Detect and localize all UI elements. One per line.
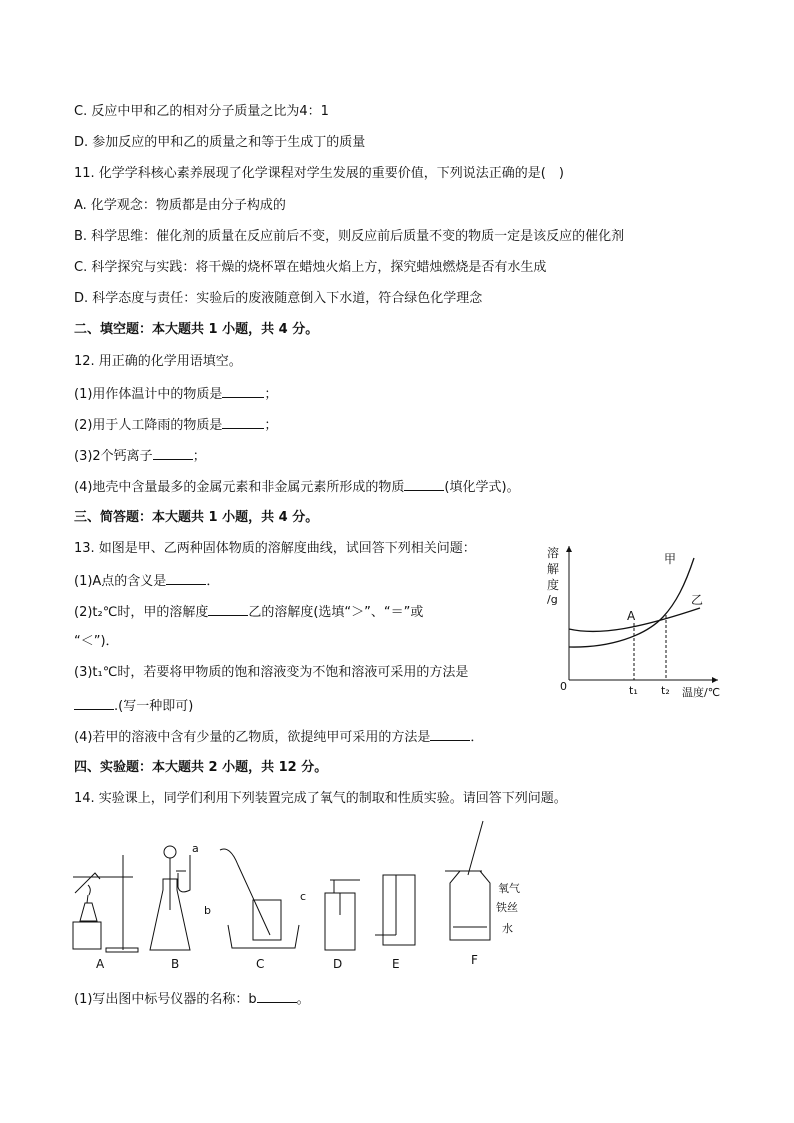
apparatus-e bbox=[375, 875, 415, 971]
answer-blank[interactable] bbox=[222, 384, 264, 398]
q11-option-d: D. 科学态度与责任：实验后的废液随意倒入下水道，符合绿色化学理念 bbox=[74, 291, 483, 306]
apparatus-f bbox=[445, 821, 520, 967]
answer-blank[interactable] bbox=[430, 727, 470, 741]
label-b: B bbox=[171, 957, 180, 971]
q13-part-2 bbox=[74, 602, 423, 622]
q12-part-1 bbox=[74, 384, 277, 404]
q11-option-c: C. 科学探究与实践：将干燥的烧杯罩在蜡烛火焰上方，探究蜡烛燃烧是否有水生成 bbox=[74, 260, 547, 275]
label-c: C bbox=[256, 957, 265, 971]
answer-blank[interactable] bbox=[74, 696, 114, 710]
q12-part-3 bbox=[74, 446, 206, 466]
q13-part-3-end: .(写一种即可) bbox=[114, 699, 194, 714]
y-axis-label-1: 溶 bbox=[547, 546, 560, 560]
apparatus-c bbox=[220, 849, 306, 971]
q10-option-c: C. 反应中甲和乙的相对分子质量之比为4：1 bbox=[74, 104, 329, 119]
q14-part-1-text: (1)写出图中标号仪器的名称：b bbox=[74, 992, 257, 1007]
q14-part-1 bbox=[74, 989, 310, 1009]
solubility-chart bbox=[540, 540, 730, 705]
label-small-a: a bbox=[192, 842, 199, 855]
section-title-experiment: 四、实验题：本大题共 2 小题，共 12 分。 bbox=[74, 760, 328, 775]
q12-part-1-end: ； bbox=[264, 387, 278, 402]
origin-label: 0 bbox=[560, 680, 567, 693]
q11-option-b: B. 科学思维：催化剂的质量在反应前后不变，则反应前后质量不变的物质一定是该反应的催化剂 bbox=[74, 229, 625, 244]
q11-option-a: A. 化学观念：物质都是由分子构成的 bbox=[74, 198, 286, 213]
label-small-c: c bbox=[300, 890, 307, 903]
q13-part-2-end: 乙的溶解度(选填“＞”、“＝”或 bbox=[248, 605, 424, 620]
q13-part-3-cont bbox=[74, 696, 193, 716]
q12-part-1-text: (1)用作体温计中的物质是 bbox=[74, 387, 223, 402]
y-axis-label-4: /g bbox=[547, 593, 558, 606]
q13-part-4-text: (4)若甲的溶液中含有少量的乙物质，欲提纯甲可采用的方法是 bbox=[74, 730, 431, 745]
q12-part-2 bbox=[74, 415, 277, 435]
section-title-short-answer: 三、简答题：本大题共 1 小题，共 4 分。 bbox=[74, 510, 319, 525]
answer-blank[interactable] bbox=[153, 446, 193, 460]
label-small-b: b bbox=[204, 904, 211, 917]
q13-part-1-text: (1)A点的含义是 bbox=[74, 574, 167, 589]
q13-part-1-end: ． bbox=[206, 574, 220, 589]
answer-blank[interactable] bbox=[222, 415, 264, 429]
apparatus-b bbox=[150, 842, 211, 971]
lab-apparatus-figure bbox=[70, 815, 540, 975]
label-oxygen: 氧气 bbox=[498, 882, 520, 895]
answer-blank[interactable] bbox=[257, 989, 297, 1003]
q14-part-1-end: 。 bbox=[296, 992, 310, 1007]
answer-blank[interactable] bbox=[208, 602, 248, 616]
q13-part-4 bbox=[74, 727, 483, 747]
q10-option-d: D. 参加反应的甲和乙的质量之和等于生成丁的质量 bbox=[74, 135, 366, 150]
point-a-label: A bbox=[627, 609, 636, 623]
q13-part-3: (3)t₁℃时，若要将甲物质的饱和溶液变为不饱和溶液可采用的方法是 bbox=[74, 665, 469, 680]
q13-part-2-cont: “＜”)． bbox=[74, 634, 119, 649]
q13-part-2-text: (2)t₂℃时，甲的溶解度 bbox=[74, 605, 209, 620]
q12-part-2-end: ； bbox=[264, 418, 278, 433]
q12-part-2-text: (2)用于人工降雨的物质是 bbox=[74, 418, 223, 433]
q12-part-4-end: (填化学式)。 bbox=[444, 480, 520, 495]
y-axis-label-3: 度 bbox=[547, 578, 560, 592]
x-axis-label: 温度/℃ bbox=[682, 686, 721, 699]
q13-part-4-end: ． bbox=[470, 730, 484, 745]
q14-stem: 14. 实验课上，同学们利用下列装置完成了氧气的制取和性质实验。请回答下列问题。 bbox=[74, 791, 567, 806]
label-iron-wire: 铁丝 bbox=[496, 901, 518, 914]
apparatus-d bbox=[325, 880, 360, 971]
q12-part-4 bbox=[74, 477, 520, 497]
section-title-fill-in: 二、填空题：本大题共 1 小题，共 4 分。 bbox=[74, 322, 319, 337]
apparatus-a bbox=[73, 855, 138, 971]
q13-part-1 bbox=[74, 571, 219, 591]
label-f: F bbox=[471, 953, 478, 967]
series-jia-label: 甲 bbox=[664, 552, 677, 566]
label-a: A bbox=[96, 957, 105, 971]
series-jia-curve bbox=[569, 558, 694, 647]
y-axis-label-2: 解 bbox=[547, 562, 560, 576]
q12-part-4-text: (4)地壳中含量最多的金属元素和非金属元素所形成的物质 bbox=[74, 480, 405, 495]
q12-part-3-text: (3)2个钙离子 bbox=[74, 449, 153, 464]
answer-blank[interactable] bbox=[166, 571, 206, 585]
label-d: D bbox=[333, 957, 343, 971]
x-tick-t2: t₂ bbox=[661, 684, 670, 697]
x-tick-t1: t₁ bbox=[629, 684, 638, 697]
q13-stem: 13. 如图是甲、乙两种固体物质的溶解度曲线，试回答下列相关问题： bbox=[74, 541, 476, 556]
label-water: 水 bbox=[502, 922, 513, 935]
series-yi-label: 乙 bbox=[691, 593, 704, 607]
label-e: E bbox=[392, 957, 400, 971]
q12-part-3-end: ； bbox=[192, 449, 206, 464]
answer-blank[interactable] bbox=[404, 477, 444, 491]
q11-stem: 11. 化学学科核心素养展现了化学课程对学生发展的重要价值，下列说法正确的是( ) bbox=[74, 166, 564, 181]
q12-stem: 12. 用正确的化学用语填空。 bbox=[74, 354, 242, 369]
